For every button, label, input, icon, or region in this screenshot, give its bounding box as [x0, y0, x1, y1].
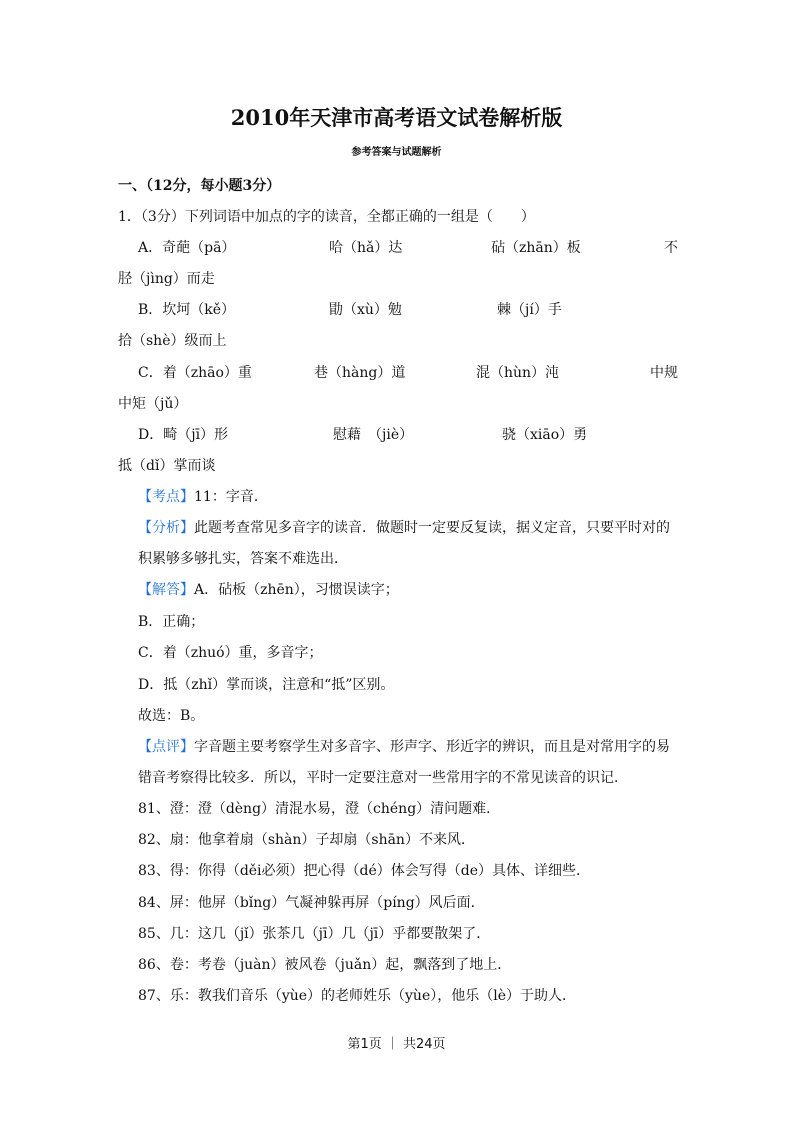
- option-d-col3: 骁（xiāo）勇: [502, 427, 588, 443]
- option-a-col2: 哈（hǎ）达: [329, 240, 403, 256]
- option-a-col4: 不: [664, 240, 678, 256]
- option-b-wrap: 拾（shè）级而上: [118, 333, 227, 349]
- dianping-line: [138, 737, 670, 757]
- jieda-line: [138, 580, 399, 600]
- list-item: 86、卷：考卷（juàn）被风卷（juǎn）起，飘落到了地上．: [138, 957, 512, 973]
- fenxi-line-2: 积累够多够扎实，答案不难选出．: [138, 551, 348, 567]
- jieda-c: C．着（zhuó）重，多音字；: [138, 645, 323, 661]
- list-item: 84、屏：他屏（bǐng）气凝神躲再屏（píng）风后面．: [138, 895, 485, 911]
- fenxi-text: 此题考查常见多音字的读音．做题时一定要反复读，据义定音，只要平时对的: [194, 520, 670, 536]
- option-b-col2: 勖（xù）勉: [329, 302, 402, 318]
- option-d-col2: 慰藉 （jiè）: [333, 427, 414, 443]
- list-item: 87、乐：教我们音乐（yùe）的老师姓乐（yùe），他乐（lè）于助人．: [138, 988, 576, 1004]
- option-c-col4: 中规: [650, 365, 678, 381]
- kaodian-tag: 【考点】: [138, 489, 194, 505]
- option-c-col1: C．着（zhāo）重: [138, 365, 252, 381]
- option-c-wrap: 中矩（jǔ）: [118, 396, 188, 412]
- option-d-col1: D．畸（jī）形: [138, 427, 229, 443]
- option-b-col1: B．坎坷（kě）: [138, 302, 236, 318]
- list-item: 81、澄：澄（dèng）清混水易，澄（chéng）清问题难．: [138, 801, 501, 817]
- option-b-col3: 棘（jí）手: [497, 302, 562, 318]
- kaodian-text: 11：字音．: [194, 489, 268, 505]
- dianping-line-2: 错音考察得比较多．所以，平时一定要注意对一些常用字的不常见读音的识记．: [138, 770, 628, 786]
- page-footer: 第1页 ｜ 共24页: [347, 1037, 446, 1052]
- dianping-tag: 【点评】: [138, 739, 194, 755]
- option-d-wrap: 抵（dǐ）掌而谈: [118, 458, 216, 474]
- option-a-col1: A．奇葩（pā）: [138, 240, 236, 256]
- option-c-col3: 混（hùn）沌: [476, 365, 560, 381]
- jieda-tag: 【解答】: [138, 582, 194, 598]
- section-heading: 一、（12分，每小题3分）: [118, 178, 281, 194]
- fenxi-tag: 【分析】: [138, 520, 194, 536]
- jieda-b: B．正确；: [138, 614, 205, 630]
- jieda-answer: 故选：B。: [138, 708, 205, 724]
- jieda-d: D．抵（zhǐ）掌而谈，注意和“抵”区别。: [138, 677, 395, 693]
- option-a-wrap: 胫（jìng）而走: [118, 271, 215, 287]
- list-item: 82、扇：他拿着扇（shàn）子却扇（shān）不来风．: [138, 832, 475, 848]
- kaodian-line: [138, 487, 268, 507]
- jieda-text: A．砧板（zhēn），习惯误读字；: [194, 582, 399, 598]
- option-a-col3: 砧（zhān）板: [491, 240, 581, 256]
- fenxi-line: [138, 518, 670, 538]
- dianping-text: 字音题主要考察学生对多音字、形声字、形近字的辨识，而且是对常用字的易: [194, 739, 670, 755]
- option-c-col2: 巷（hàng）道: [314, 365, 406, 381]
- question-stem: 1．（3分）下列词语中加点的字的读音，全都正确的一组是（ ）: [118, 209, 535, 225]
- list-item: 83、得：你得（děi必须）把心得（dé）体会写得（de）具体、详细些．: [138, 863, 591, 879]
- page-subtitle: 参考答案与试题解析: [351, 147, 442, 158]
- list-item: 85、几：这几（jǐ）张茶几（jī）几（jī）乎都要散架了．: [138, 926, 491, 942]
- page-title: 2010年天津市高考语文试卷解析版: [230, 105, 563, 130]
